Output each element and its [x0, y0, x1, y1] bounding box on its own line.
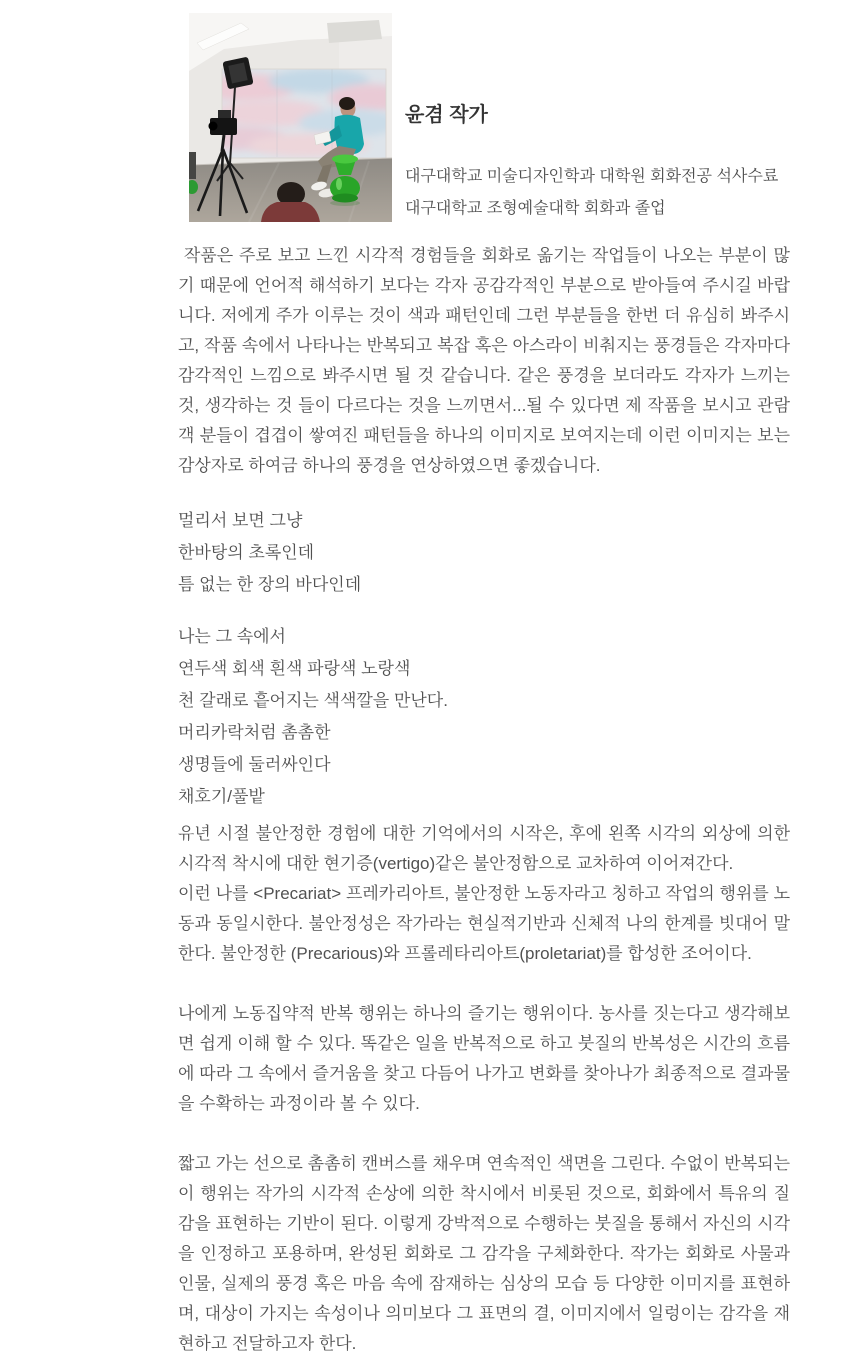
text-line: 이런 나를 <Precariat> 프레카리아트, 불안정한 노동자라고 칭하고 작업의 행위를 노동과 동일시한다. 불안정성은 작가라는 현실적기반과 신체적 나의 한계를 빗대어 말한다. 불안정한 (Precarious)와 프롤레타리아트(proletariat)를 합성한 조어이다.: [178, 884, 790, 963]
text-line: 짧고 가는 선으로 촘촘히 캔버스를 채우며 연속적인 색면을 그린다. 수없이 반복되는 이 행위는 작가의 시각적 손상에 의한 착시에서 비롯된 것으로, 회화에서 특유의 질감을 표현하는 기반이 된다. 이렇게 강박적으로 수행하는 붓질을 통해서 자신의 시각을 인정하고 포용하며, 완성된 회화로 그 감각을 구체화한다. 작가는 회화로 사물과 인물, 실제의 풍경 혹은 마음 속에 잠재하는 심상의 모습 등 다양한 이미지를 표현하며, 대상이 가지는 속성이나 의미보다 그 표면의 결, 이미지에서 일렁이는 감각을 재현하고 전달하고자 한다.: [178, 1154, 795, 1353]
paragraph-precariat: [178, 819, 795, 969]
paragraph-brushwork: [178, 1149, 795, 1359]
text-line: 멀리서 보면 그냥: [178, 511, 303, 530]
text-line: 나는 그 속에서: [178, 627, 286, 646]
text-line: 유년 시절 불안정한 경험에 대한 기억에서의 시작은, 후에 왼쪽 시각의 외상에 의한 시각적 착시에 대한 현기증(vertigo)같은 불안정함으로 교차하여 이어져간다.: [178, 824, 795, 873]
text-line: 나에게 노동집약적 반복 행위는 하나의 즐기는 행위이다. 농사를 짓는다고 생각해보면 쉽게 이해 할 수 있다. 똑같은 일을 반복적으로 하고 붓질의 반복성은 시간의 흐름에 따라 그 속에서 즐거움을 찾고 다듬어 나가고 변화를 찾아나가 최종적으로 결과물을 수확하는 과정이라 볼 수 있다.: [178, 1004, 790, 1113]
text-line: 머리카락처럼 촘촘한: [178, 723, 331, 742]
text-line: 한바탕의 초록인데: [178, 543, 315, 562]
credential-line: 대구대학교 조형예술대학 회화과 졸업: [405, 200, 666, 217]
text-line: 틈 없는 한 장의 바다인데: [178, 575, 362, 594]
paragraph-intro: [178, 241, 795, 481]
artist-name-title: 윤겸 작가: [405, 104, 488, 126]
artist-photo: [189, 13, 392, 222]
paragraph-labor: [178, 999, 790, 1119]
poem-stanza-1: [178, 505, 790, 601]
text-line: 작품은 주로 보고 느낀 시각적 경험들을 회화로 옮기는 작업들이 나오는 부분이 많기 때문에 언어적 해석하기 보다는 각자 공감각적인 부분으로 받아들여 주시길 바랍니다. 저에게 주가 이루는 것이 색과 패턴인데 그런 부분들을 한번 더 유심히 봐주시고, 작품 속에서 나타나는 반복되고 복잡 혹은 아스라이 비춰지는 풍경들은 각자마다 감각적인 느낌으로 봐주시면 될 것 같습니다. 같은 풍경을 보더라도 각자가 느끼는 것, 생각하는 것 들이 다르다는 것을 느끼면서...될 수 있다면 제 작품을 보시고 관람객 분들이 겹겹이 쌓여진 패턴들을 하나의 이미지로 보여지는데 이런 이미지는 보는 감상자로 하여금 하나의 풍경을 연상하였으면 좋겠습니다.: [178, 246, 795, 475]
text-line: 천 갈래로 흩어지는 색색깔을 만난다.: [178, 691, 448, 710]
text-line: 채호기/풀밭: [178, 787, 265, 806]
text-line: 생명들에 둘러싸인다: [178, 755, 331, 774]
credential-line: 대구대학교 미술디자인학과 대학원 회화전공 석사수료: [405, 168, 779, 185]
text-line: 연두색 회색 흰색 파랑색 노랑색: [178, 659, 411, 678]
artist-credentials: [405, 161, 778, 225]
poem-stanza-2: [178, 621, 790, 813]
